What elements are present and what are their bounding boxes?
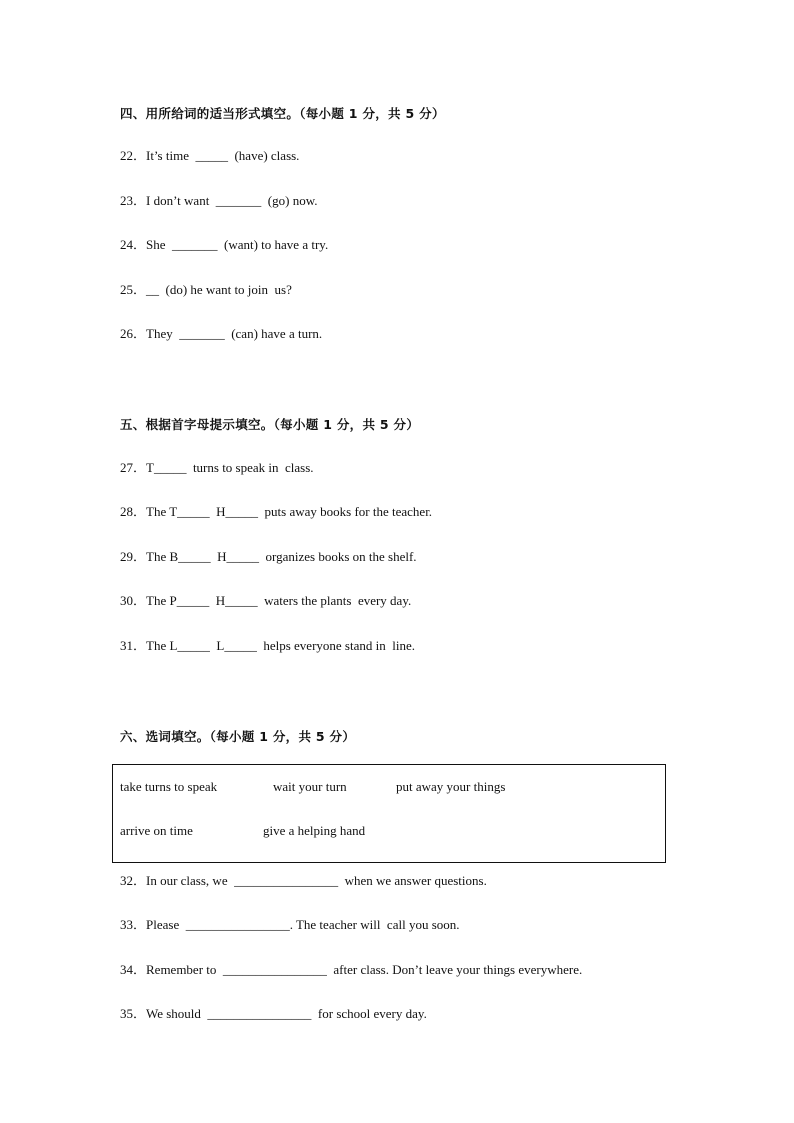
question-25: 25．__ (do) he want to join us?	[120, 282, 292, 297]
word-bank-box	[112, 764, 666, 863]
question-32: 32．In our class, we ________________ when we answer questions.	[120, 873, 487, 888]
question-33: 33．Please ________________. The teacher will call you soon.	[120, 917, 460, 932]
question-24: 24．She _______ (want) to have a try.	[120, 237, 329, 252]
word-bank-item: take turns to speak	[120, 779, 218, 794]
question-30: 30．The P_____ H_____ waters the plants every day.	[120, 593, 412, 608]
question-22: 22．It’s time _____ (have) class.	[120, 148, 300, 163]
question-23: 23．I don’t want _______ (go) now.	[120, 193, 318, 208]
word-bank-item: arrive on time	[120, 823, 193, 838]
section-6-heading: 六、选词填空。（每小题 1 分，共 5 分）	[120, 729, 356, 744]
question-35: 35．We should ________________ for school every day.	[120, 1006, 427, 1021]
word-bank-item: wait your turn	[273, 779, 347, 794]
question-27: 27．T_____ turns to speak in class.	[120, 460, 314, 475]
section-4-heading: 四、用所给词的适当形式填空。（每小题 1 分，共 5 分）	[120, 106, 445, 121]
question-26: 26．They _______ (can) have a turn.	[120, 326, 323, 341]
word-bank-item: give a helping hand	[263, 823, 366, 838]
question-29: 29．The B_____ H_____ organizes books on the shelf.	[120, 549, 417, 564]
word-bank-item: put away your things	[396, 779, 506, 794]
section-5-heading: 五、根据首字母提示填空。（每小题 1 分，共 5 分）	[120, 417, 420, 432]
question-28: 28．The T_____ H_____ puts away books for the teacher.	[120, 504, 433, 519]
question-31: 31．The L_____ L_____ helps everyone stand in line.	[120, 638, 415, 653]
question-34: 34．Remember to ________________ after class. Don’t leave your things everywhere.	[120, 962, 583, 977]
